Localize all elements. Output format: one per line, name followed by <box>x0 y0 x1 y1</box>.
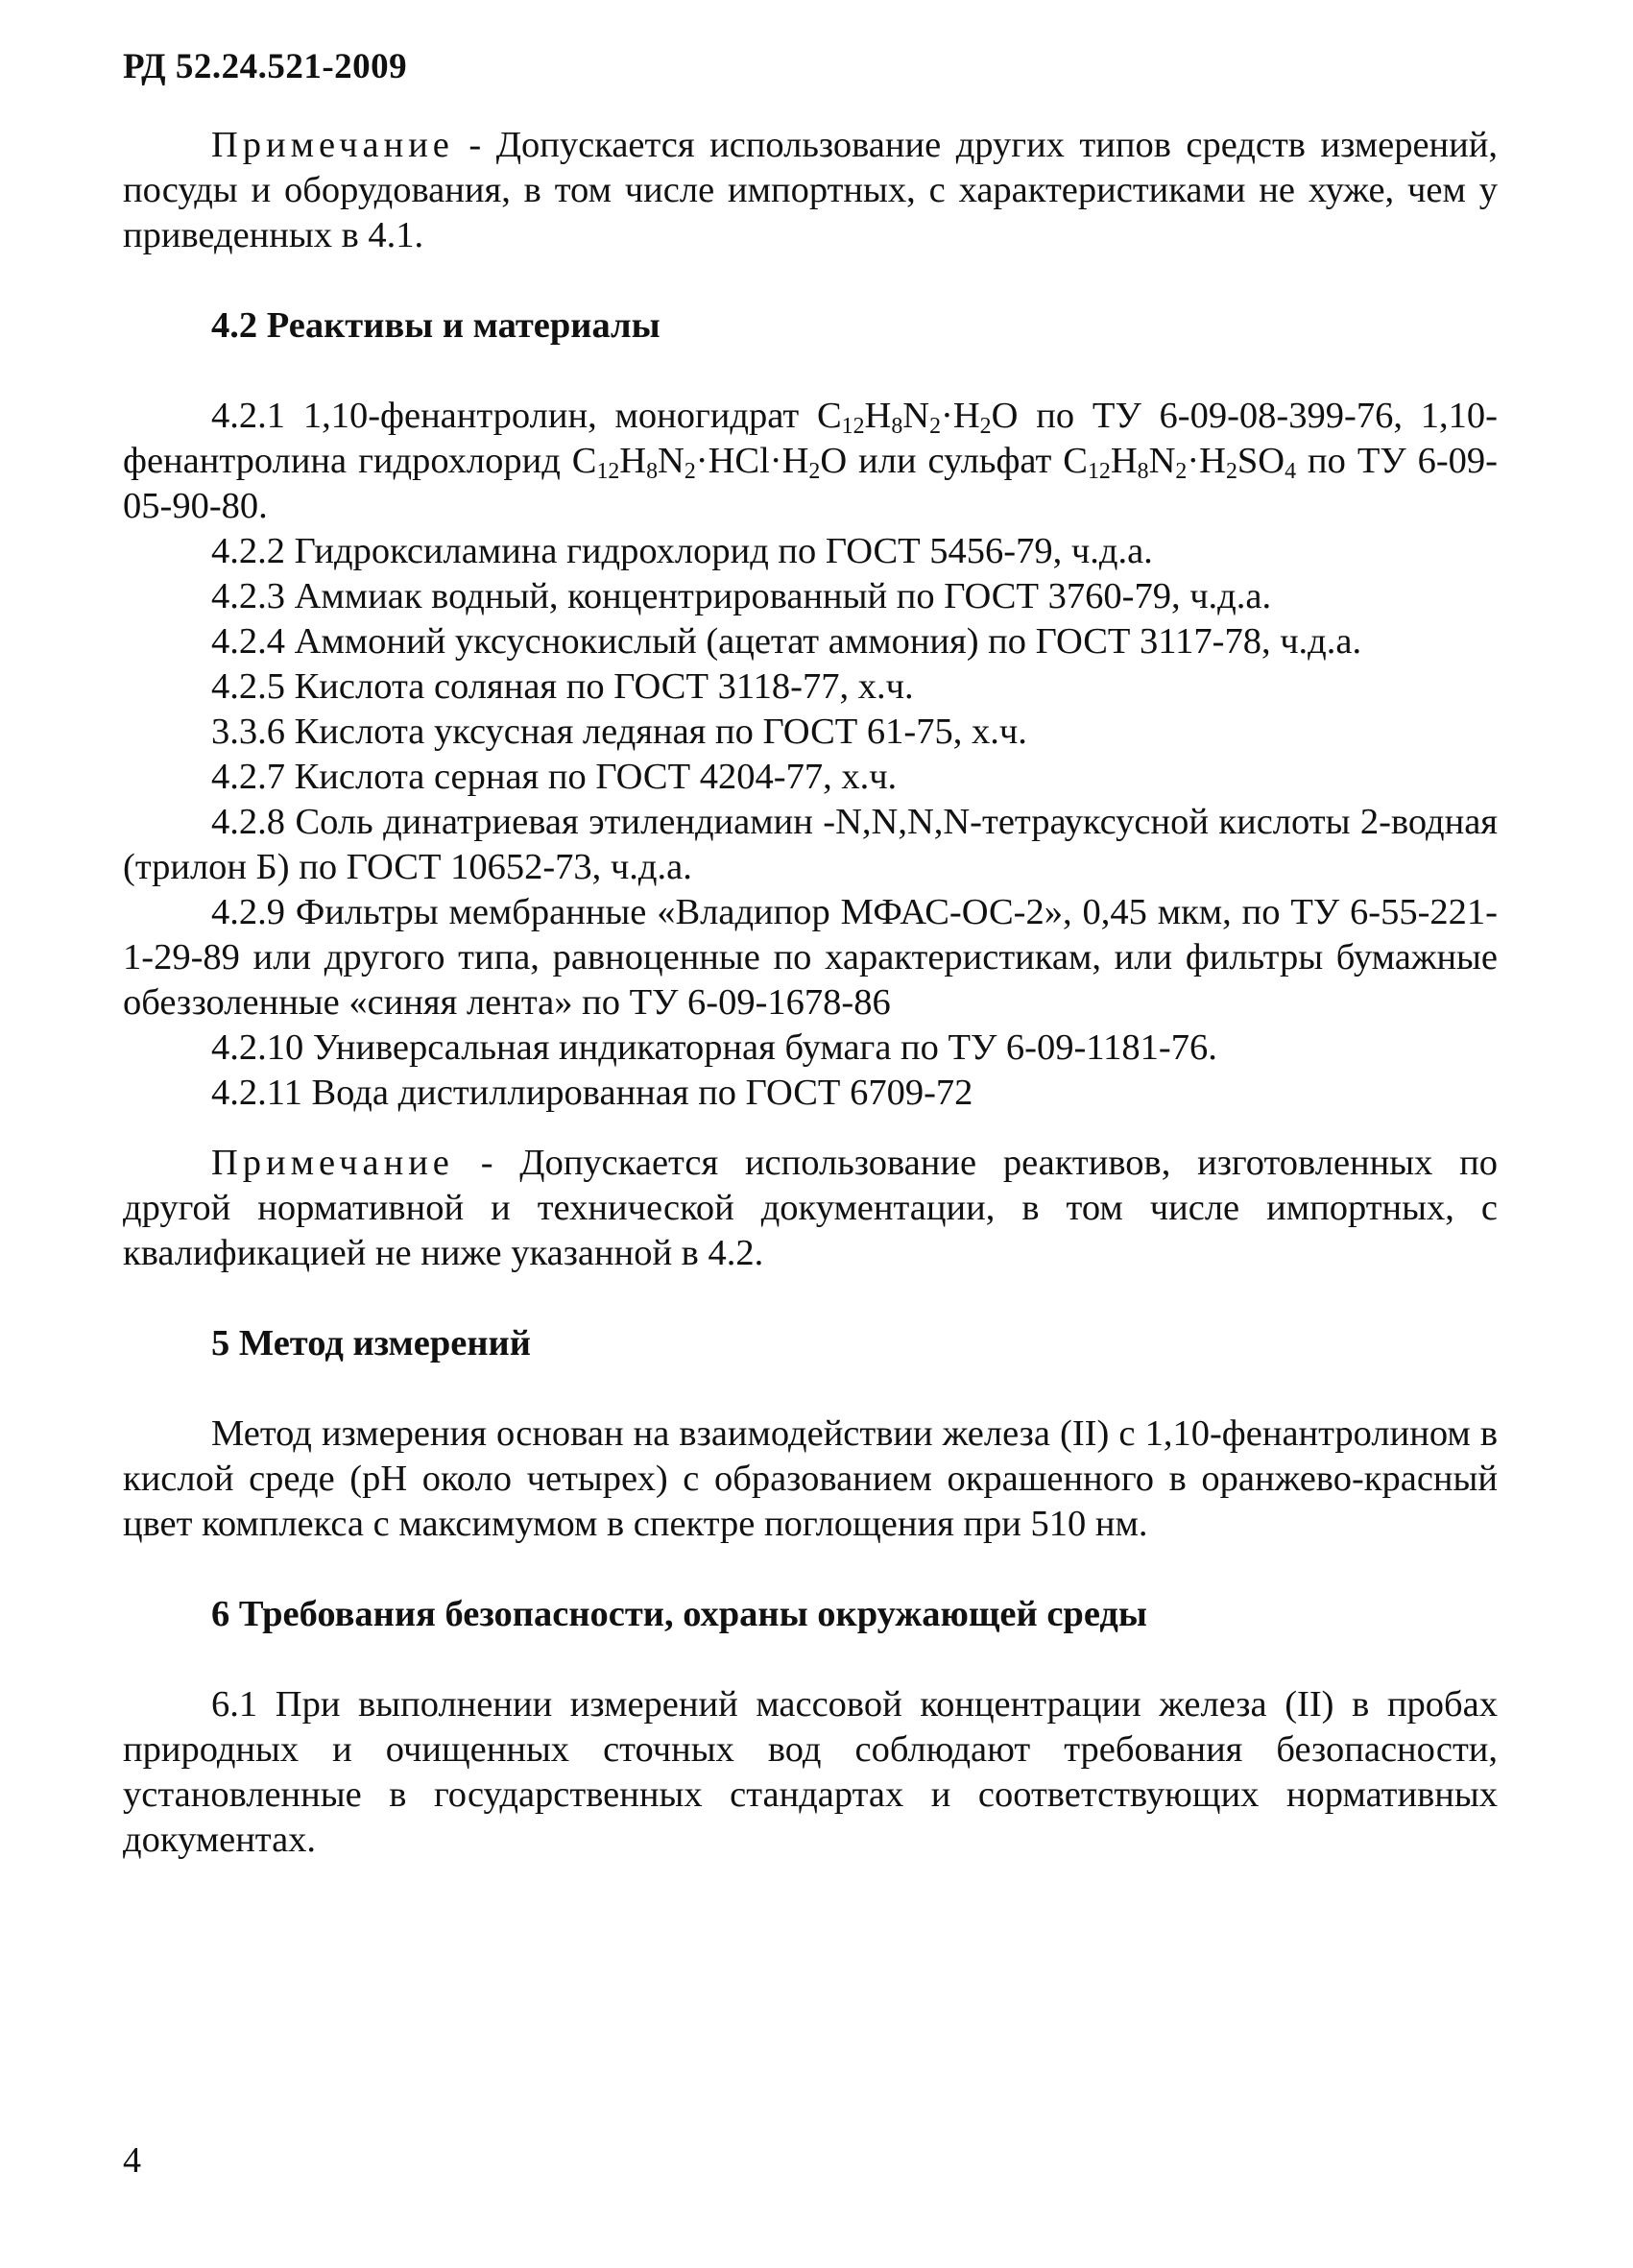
item-4-2-9: 4.2.9 Фильтры мембранные «Владипор МФАС-ОС-2», 0,45 мкм, по ТУ 6-55-221-1-29-89 или другого типа, равноценные по характеристикам, или фильтры бумажные обеззоленные «синяя лента» по ТУ 6-09-1678-86 <box>123 892 1498 1023</box>
page-number: 4 <box>123 2140 141 2181</box>
note-text: - Допускается использование реактивов, изготовленных по другой нормативной и технической документации, в том числе импортных, с квалификацией не ниже указанной в 4.2. <box>123 1143 1498 1273</box>
item-4-2-3: 4.2.3 Аммиак водный, концентрированный по ГОСТ 3760-79, ч.д.а. <box>211 576 1272 616</box>
item-4-2-11: 4.2.11 Вода дистиллированная по ГОСТ 6709-72 <box>211 1073 973 1113</box>
item-4-2-4: 4.2.4 Аммоний уксуснокислый (ацетат аммония) по ГОСТ 3117-78, ч.д.а. <box>211 621 1362 662</box>
section-4-2-title: 4.2 Реактивы и материалы <box>211 305 660 346</box>
note-measuring-instruments <box>123 123 1498 258</box>
page-content <box>123 123 1498 1863</box>
note-label: Примечание <box>211 1143 454 1183</box>
section-6-title: 6 Требования безопасности, охраны окружающей среды <box>211 1594 1147 1634</box>
item-3-3-6: 3.3.6 Кислота уксусная ледяная по ГОСТ 61-75, х.ч. <box>211 712 1027 752</box>
section-5-text: Метод измерения основан на взаимодействии железа (II) с 1,10-фенантролином в кислой среде (рН около четырех) с образованием окрашенного в оранжево-красный цвет комплекса с максимумом в спектре поглощения при 510 нм. <box>123 1413 1498 1544</box>
note-reagents <box>123 1141 1498 1276</box>
section-6-1-text: 6.1 При выполнении измерений массовой концентрации железа (II) в пробах природных и очищенных сточных вод соблюдают требования безопасности, установленные в государственных стандартах и соответствующих нормативных документах. <box>123 1684 1498 1860</box>
item-4-2-10: 4.2.10 Универсальная индикаторная бумага по ТУ 6-09-1181-76. <box>211 1027 1217 1068</box>
note-text: - Допускается использование других типов средств измерений, посуды и оборудования, в том числе импортных, с характеристиками не хуже, чем у приведенных в 4.1. <box>123 125 1498 255</box>
item-4-2-8: 4.2.8 Соль динатриевая этилендиамин -N,N,N,N-тетрауксусной кислоты 2-водная (трилон Б) по ГОСТ 10652-73, ч.д.а. <box>123 802 1498 887</box>
note-label: Примечание <box>211 125 454 165</box>
item-4-2-2: 4.2.2 Гидроксиламина гидрохлорид по ГОСТ 5456-79, ч.д.а. <box>211 531 1153 571</box>
item-4-2-7: 4.2.7 Кислота серная по ГОСТ 4204-77, х.ч. <box>211 757 898 797</box>
document-id: РД 52.24.521-2009 <box>123 47 408 86</box>
section-5-title: 5 Метод измерений <box>211 1323 531 1363</box>
item-4-2-5: 4.2.5 Кислота соляная по ГОСТ 3118-77, х.ч. <box>211 666 914 707</box>
item-4-2-1: 4.2.1 1,10-фенантролин, моногидрат $C_{12}H_8N_2\cdot H_2O$ по ТУ 6-09-08-399-76, 1,10-фенантролина гидрохлорид $C_{12}H_8N_2\cdot HCl\cdot H_2O$ или сульфат $C_{12}H_8N_2\cdot H_2SO_4$ по ТУ 6-09-05-90-80. <box>123 396 1498 526</box>
